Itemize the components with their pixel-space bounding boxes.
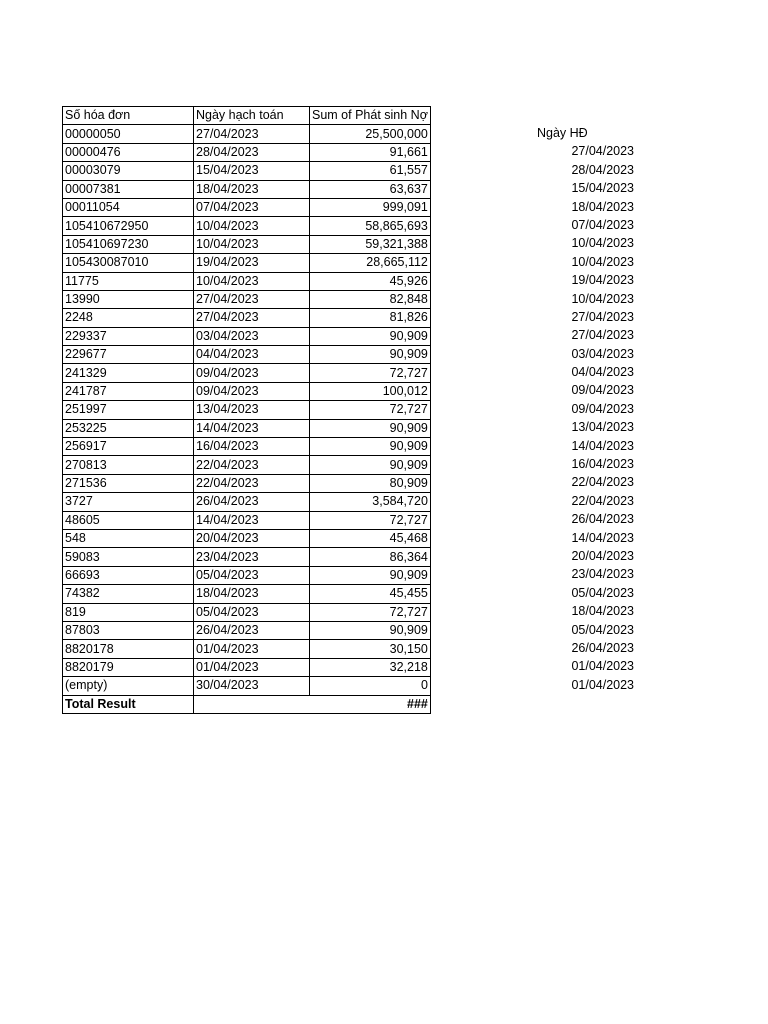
invoice-date-cell[interactable]: 18/04/2023 — [571, 199, 634, 214]
cell-invoice-no[interactable]: 00011054 — [63, 198, 194, 216]
cell-debit-sum[interactable]: 3,584,720 — [310, 493, 431, 511]
cell-debit-sum[interactable]: 25,500,000 — [310, 125, 431, 143]
invoice-date-cell[interactable]: 13/04/2023 — [571, 420, 634, 435]
cell-invoice-no[interactable]: 48605 — [63, 511, 194, 529]
cell-debit-sum[interactable]: 28,665,112 — [310, 254, 431, 272]
invoice-date-cell[interactable]: 15/04/2023 — [571, 181, 634, 196]
cell-debit-sum[interactable]: 72,727 — [310, 603, 431, 621]
table-row — [63, 217, 431, 235]
table-row — [63, 162, 431, 180]
cell-invoice-no[interactable]: 8820179 — [63, 658, 194, 676]
total-row — [63, 695, 431, 713]
total-debit-sum[interactable]: ### — [310, 695, 431, 713]
cell-posting-date[interactable]: 20/04/2023 — [194, 529, 310, 547]
table-row — [63, 364, 431, 382]
invoice-date-cell[interactable]: 09/04/2023 — [571, 383, 634, 398]
cell-invoice-no[interactable]: 00007381 — [63, 180, 194, 198]
invoice-date-cell[interactable]: 27/04/2023 — [571, 144, 634, 159]
table-row — [63, 640, 431, 658]
invoice-date-cell[interactable]: 10/04/2023 — [571, 291, 634, 306]
table-row — [63, 585, 431, 603]
cell-debit-sum[interactable]: 0 — [310, 677, 431, 695]
table-row — [63, 272, 431, 290]
cell-invoice-no[interactable]: 241787 — [63, 382, 194, 400]
cell-posting-date[interactable]: 22/04/2023 — [194, 456, 310, 474]
cell-invoice-no[interactable]: 66693 — [63, 566, 194, 584]
table-row — [63, 493, 431, 511]
cell-debit-sum[interactable]: 999,091 — [310, 198, 431, 216]
header-debit-sum-text: Sum of Phát sinh Nợ — [312, 108, 428, 123]
header-posting-date[interactable]: Ngày hạch toán — [194, 107, 310, 125]
invoice-date-cell[interactable]: 27/04/2023 — [571, 328, 634, 343]
cell-posting-date[interactable]: 09/04/2023 — [194, 364, 310, 382]
cell-invoice-no[interactable]: 87803 — [63, 621, 194, 639]
cell-invoice-no[interactable]: 819 — [63, 603, 194, 621]
cell-posting-date[interactable]: 05/04/2023 — [194, 603, 310, 621]
cell-posting-date[interactable]: 28/04/2023 — [194, 143, 310, 161]
cell-debit-sum[interactable]: 45,926 — [310, 272, 431, 290]
cell-debit-sum[interactable]: 45,468 — [310, 529, 431, 547]
cell-posting-date[interactable]: 27/04/2023 — [194, 309, 310, 327]
table-row — [63, 125, 431, 143]
invoice-date-cell[interactable]: 18/04/2023 — [571, 604, 634, 619]
table-row — [63, 309, 431, 327]
invoice-date-cell[interactable]: 10/04/2023 — [571, 254, 634, 269]
table-row — [63, 548, 431, 566]
cell-invoice-no[interactable]: 229337 — [63, 327, 194, 345]
table-row — [63, 419, 431, 437]
cell-posting-date[interactable]: 30/04/2023 — [194, 677, 310, 695]
table-row — [63, 658, 431, 676]
cell-invoice-no[interactable]: 105430087010 — [63, 254, 194, 272]
table-row — [63, 382, 431, 400]
cell-debit-sum[interactable]: 90,909 — [310, 438, 431, 456]
invoice-date-cell[interactable]: 09/04/2023 — [571, 401, 634, 416]
cell-invoice-no[interactable]: 271536 — [63, 474, 194, 492]
cell-debit-sum[interactable]: 82,848 — [310, 290, 431, 308]
cell-debit-sum[interactable]: 80,909 — [310, 474, 431, 492]
cell-posting-date[interactable]: 10/04/2023 — [194, 272, 310, 290]
cell-debit-sum[interactable]: 100,012 — [310, 382, 431, 400]
table-row — [63, 603, 431, 621]
cell-debit-sum[interactable]: 72,727 — [310, 364, 431, 382]
cell-posting-date[interactable]: 04/04/2023 — [194, 346, 310, 364]
cell-debit-sum[interactable]: 30,150 — [310, 640, 431, 658]
invoice-date-cell[interactable]: 22/04/2023 — [571, 475, 634, 490]
cell-posting-date[interactable]: 09/04/2023 — [194, 382, 310, 400]
cell-invoice-no[interactable]: 3727 — [63, 493, 194, 511]
cell-invoice-no[interactable]: 59083 — [63, 548, 194, 566]
cell-invoice-no[interactable]: 00000476 — [63, 143, 194, 161]
cell-posting-date[interactable]: 07/04/2023 — [194, 198, 310, 216]
cell-debit-sum[interactable]: 58,865,693 — [310, 217, 431, 235]
cell-invoice-no[interactable]: 74382 — [63, 585, 194, 603]
invoice-date-cell[interactable]: 26/04/2023 — [571, 512, 634, 527]
header-debit-sum[interactable] — [310, 107, 431, 125]
cell-debit-sum[interactable]: 90,909 — [310, 621, 431, 639]
invoice-date-cell[interactable]: 01/04/2023 — [571, 677, 634, 692]
table-row — [63, 438, 431, 456]
cell-posting-date[interactable]: 18/04/2023 — [194, 585, 310, 603]
cell-posting-date[interactable]: 13/04/2023 — [194, 401, 310, 419]
cell-posting-date[interactable]: 26/04/2023 — [194, 621, 310, 639]
cell-debit-sum[interactable]: 90,909 — [310, 327, 431, 345]
table-row — [63, 456, 431, 474]
invoice-date-cell[interactable]: 04/04/2023 — [571, 365, 634, 380]
cell-posting-date[interactable]: 22/04/2023 — [194, 474, 310, 492]
invoice-date-cell[interactable]: 16/04/2023 — [571, 457, 634, 472]
table-row — [63, 621, 431, 639]
table-row — [63, 327, 431, 345]
table-row — [63, 235, 431, 253]
table-row — [63, 566, 431, 584]
cell-invoice-no[interactable]: 00003079 — [63, 162, 194, 180]
total-label[interactable]: Total Result — [63, 695, 194, 713]
cell-invoice-no[interactable]: 229677 — [63, 346, 194, 364]
table-row — [63, 511, 431, 529]
invoice-date-cell[interactable]: 05/04/2023 — [571, 622, 634, 637]
cell-invoice-no[interactable]: 105410672950 — [63, 217, 194, 235]
cell-debit-sum[interactable]: 90,909 — [310, 566, 431, 584]
invoice-date-values — [520, 142, 634, 694]
cell-invoice-no[interactable]: 11775 — [63, 272, 194, 290]
cell-invoice-no[interactable]: 105410697230 — [63, 235, 194, 253]
invoice-date-header[interactable]: Ngày HĐ — [537, 126, 588, 140]
invoice-date-cell[interactable]: 05/04/2023 — [571, 585, 634, 600]
invoice-date-cell[interactable]: 27/04/2023 — [571, 309, 634, 324]
cell-invoice-no[interactable]: 253225 — [63, 419, 194, 437]
invoice-date-cell[interactable]: 23/04/2023 — [571, 567, 634, 582]
total-empty-cell[interactable] — [194, 695, 310, 713]
table-row — [63, 529, 431, 547]
cell-debit-sum[interactable]: 90,909 — [310, 456, 431, 474]
table-row — [63, 143, 431, 161]
pivot-table-container — [62, 106, 431, 714]
cell-invoice-no[interactable]: 241329 — [63, 364, 194, 382]
cell-posting-date[interactable]: 23/04/2023 — [194, 548, 310, 566]
cell-debit-sum[interactable]: 81,826 — [310, 309, 431, 327]
cell-debit-sum[interactable]: 63,637 — [310, 180, 431, 198]
cell-posting-date[interactable]: 26/04/2023 — [194, 493, 310, 511]
invoice-date-cell[interactable]: 26/04/2023 — [571, 640, 634, 655]
table-row — [63, 677, 431, 695]
cell-posting-date[interactable]: 10/04/2023 — [194, 235, 310, 253]
cell-debit-sum[interactable]: 72,727 — [310, 401, 431, 419]
invoice-date-cell[interactable]: 22/04/2023 — [571, 493, 634, 508]
table-row — [63, 254, 431, 272]
cell-debit-sum[interactable]: 61,557 — [310, 162, 431, 180]
table-row — [63, 290, 431, 308]
cell-invoice-no[interactable]: 256917 — [63, 438, 194, 456]
cell-debit-sum[interactable]: 91,661 — [310, 143, 431, 161]
cell-debit-sum[interactable]: 72,727 — [310, 511, 431, 529]
cell-posting-date[interactable]: 01/04/2023 — [194, 658, 310, 676]
invoice-date-cell[interactable]: 28/04/2023 — [571, 162, 634, 177]
cell-debit-sum[interactable]: 45,455 — [310, 585, 431, 603]
cell-posting-date[interactable]: 01/04/2023 — [194, 640, 310, 658]
table-row — [63, 198, 431, 216]
cell-debit-sum[interactable]: 90,909 — [310, 346, 431, 364]
cell-invoice-no[interactable]: 548 — [63, 529, 194, 547]
cell-posting-date[interactable]: 10/04/2023 — [194, 217, 310, 235]
cell-invoice-no[interactable]: 2248 — [63, 309, 194, 327]
cell-posting-date[interactable]: 15/04/2023 — [194, 162, 310, 180]
table-row — [63, 346, 431, 364]
table-row — [63, 401, 431, 419]
invoice-date-cell[interactable]: 14/04/2023 — [571, 530, 634, 545]
cell-debit-sum[interactable]: 32,218 — [310, 658, 431, 676]
pivot-rows — [63, 125, 431, 695]
cell-invoice-no[interactable]: 270813 — [63, 456, 194, 474]
cell-debit-sum[interactable]: 59,321,388 — [310, 235, 431, 253]
table-row — [63, 180, 431, 198]
cell-debit-sum[interactable]: 90,909 — [310, 419, 431, 437]
cell-invoice-no[interactable]: 8820178 — [63, 640, 194, 658]
pivot-table — [62, 106, 431, 714]
cell-invoice-no[interactable]: 251997 — [63, 401, 194, 419]
cell-posting-date[interactable]: 27/04/2023 — [194, 290, 310, 308]
invoice-date-cell[interactable]: 10/04/2023 — [571, 236, 634, 251]
cell-invoice-no[interactable]: 00000050 — [63, 125, 194, 143]
cell-posting-date[interactable]: 14/04/2023 — [194, 419, 310, 437]
cell-posting-date[interactable]: 05/04/2023 — [194, 566, 310, 584]
cell-posting-date[interactable]: 16/04/2023 — [194, 438, 310, 456]
invoice-date-cell[interactable]: 07/04/2023 — [571, 217, 634, 232]
cell-posting-date[interactable]: 27/04/2023 — [194, 125, 310, 143]
header-invoice-no[interactable]: Số hóa đơn — [63, 107, 194, 125]
invoice-date-column — [520, 124, 634, 694]
header-row — [63, 107, 431, 125]
table-row — [63, 474, 431, 492]
cell-posting-date[interactable]: 03/04/2023 — [194, 327, 310, 345]
invoice-date-cell[interactable]: 03/04/2023 — [571, 346, 634, 361]
invoice-date-cell[interactable]: 01/04/2023 — [571, 659, 634, 674]
cell-posting-date[interactable]: 19/04/2023 — [194, 254, 310, 272]
cell-posting-date[interactable]: 14/04/2023 — [194, 511, 310, 529]
invoice-date-cell[interactable]: 14/04/2023 — [571, 438, 634, 453]
cell-debit-sum[interactable]: 86,364 — [310, 548, 431, 566]
cell-posting-date[interactable]: 18/04/2023 — [194, 180, 310, 198]
cell-invoice-no[interactable]: (empty) — [63, 677, 194, 695]
cell-invoice-no[interactable]: 13990 — [63, 290, 194, 308]
invoice-date-cell[interactable]: 19/04/2023 — [571, 273, 634, 288]
invoice-date-cell[interactable]: 20/04/2023 — [571, 548, 634, 563]
